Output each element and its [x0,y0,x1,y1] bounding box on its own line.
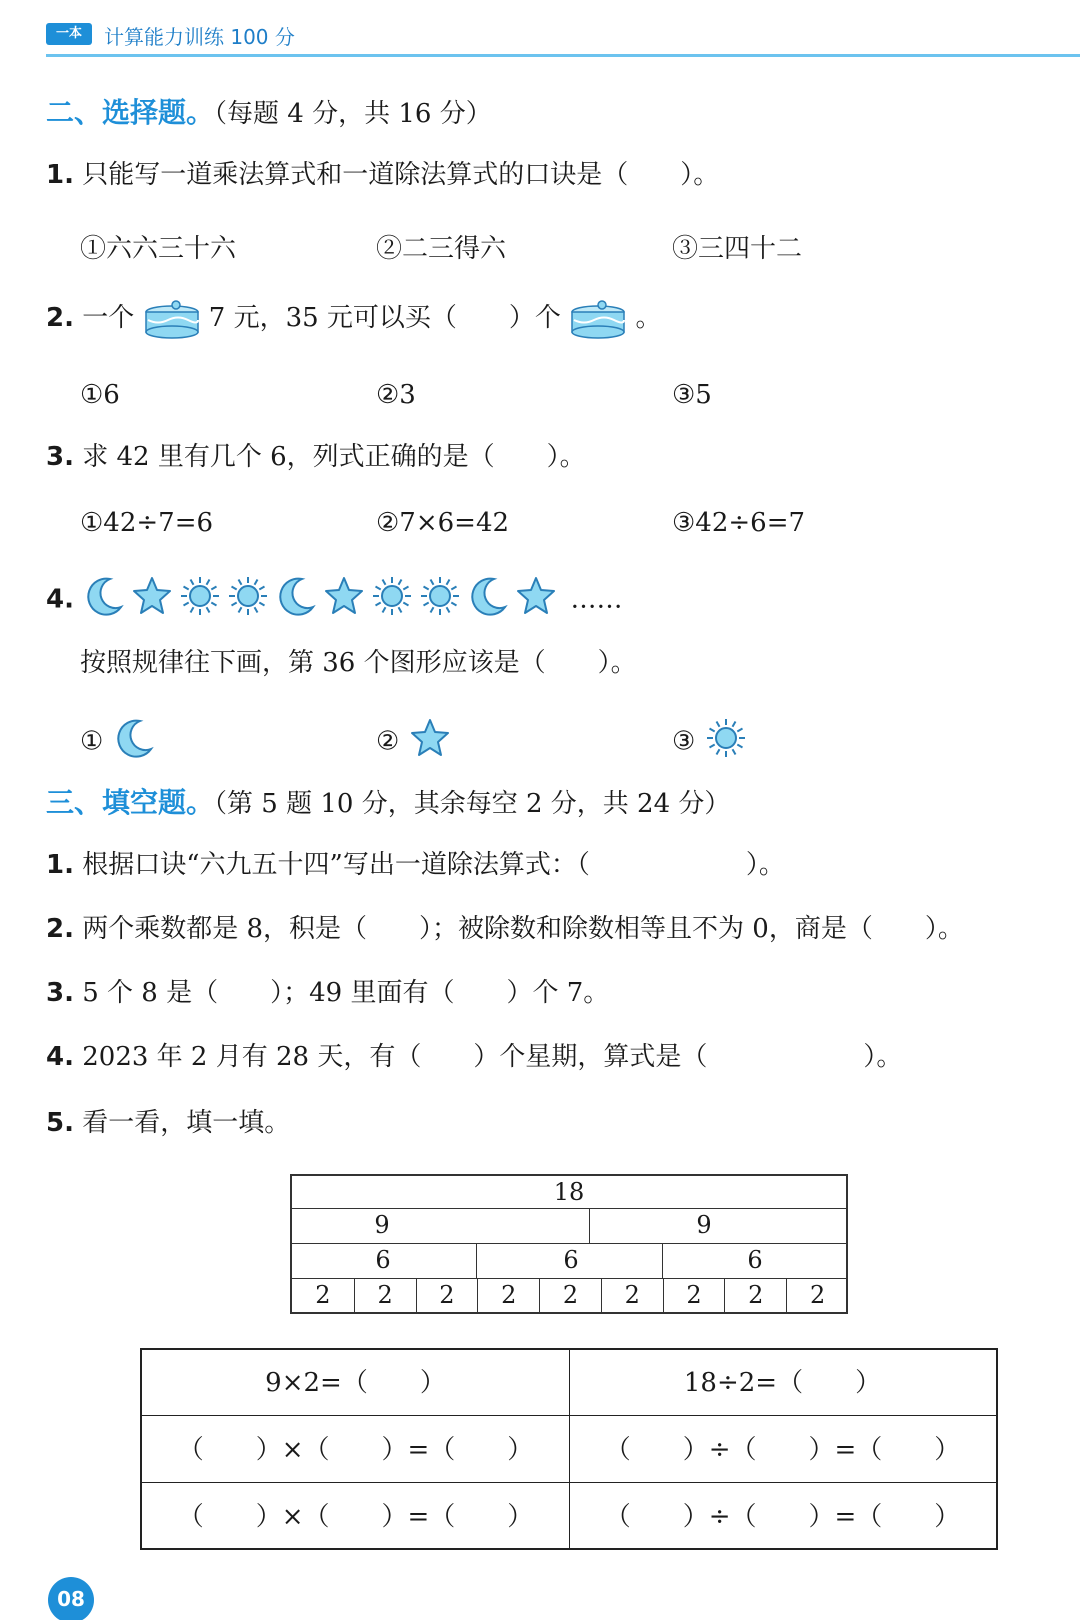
question-number: 4. [46,1042,74,1072]
question-text: 两个乘数都是 8，积是（ ）；被除数和除数相等且不为 0，商是（ ）。 [82,914,964,944]
sun-icon [370,574,414,626]
diagram-row-units [292,1279,846,1312]
question-text: 求 42 里有几个 6，列式正确的是（ ）。 [82,442,586,472]
question-number: 1. [46,160,74,190]
question-number: 2. [46,914,74,944]
diagram-unit: 2 [416,1279,478,1312]
diagram-row-halves [292,1209,846,1244]
sun-icon [704,716,748,767]
question-number: 5. [46,1108,74,1138]
answer-cell[interactable]: （ ）÷（ ）=（ ） [604,1502,961,1532]
sun-icon [226,574,270,626]
s2q2-option-2[interactable]: ②3 [376,380,416,410]
answer-table [140,1348,998,1550]
question-text-a: 一个 [82,303,135,333]
section3-note: （第 5 题 10 分，其余每空 2 分，共 24 分） [214,789,731,819]
s2q4-question-text: 按照规律往下画，第 36 个图形应该是（ ）。 [80,648,637,678]
s2q4-option-2[interactable] [376,716,452,767]
section3-heading [46,786,730,820]
s3-question-3 [46,978,609,1009]
division-diagram [290,1174,848,1314]
series-badge: 一本 [46,23,92,45]
answer-cell[interactable]: 9×2=（ ） [265,1368,446,1398]
s2q1-option-3[interactable]: ③三四十二 [672,234,803,264]
question-number: 3. [46,978,74,1008]
diagram-unit: 2 [539,1279,601,1312]
moon-icon [466,574,510,626]
diagram-half: 9 [696,1211,712,1239]
diagram-half: 9 [374,1211,390,1239]
s2-question-2 [46,298,661,340]
s3-question-1 [46,850,785,881]
sun-icon [178,574,222,626]
option-label: ③ [672,726,696,757]
s2q1-option-1[interactable]: ①六六三十六 [80,234,237,264]
option-label: ② [376,726,400,757]
section2-heading [46,96,492,130]
cake-icon [143,298,201,340]
star-icon [514,574,558,626]
answer-cell[interactable]: （ ）×（ ）=（ ） [177,1435,534,1465]
question-number: 1. [46,850,74,880]
question-text-b: 7 元，35 元可以买（ ）个 [208,303,561,333]
question-text: 根据口诀“六九五十四”写出一道除法算式：（ ）。 [82,850,785,880]
diagram-unit: 2 [601,1279,663,1312]
answer-row [142,1484,996,1550]
section2-note: （每题 4 分，共 16 分） [214,99,492,129]
section3-title: 三、填空题。 [46,786,215,819]
s2-question-4 [46,574,623,626]
section2-title: 二、选择题。 [46,96,215,129]
s3-question-5 [46,1108,290,1139]
star-icon [322,574,366,626]
diagram-row-thirds [292,1244,846,1279]
s2q4-option-1[interactable] [80,716,156,767]
diagram-unit: 2 [724,1279,786,1312]
answer-cell[interactable]: 18÷2=（ ） [683,1368,882,1398]
question-number: 3. [46,442,74,472]
diagram-unit: 2 [477,1279,539,1312]
star-icon [130,574,174,626]
diagram-unit: 2 [786,1279,848,1312]
moon-icon [112,716,156,767]
s2q3-option-1[interactable]: ①42÷7=6 [80,508,214,538]
question-number: 4. [46,584,74,615]
option-label: ① [80,726,104,757]
s2q3-option-3[interactable]: ③42÷6=7 [672,508,806,538]
s2q4-option-3[interactable] [672,716,748,767]
moon-icon [82,574,126,626]
diagram-total: 18 [553,1178,585,1206]
question-text-c: 。 [635,303,662,333]
question-text: 只能写一道乘法算式和一道除法算式的口诀是（ ）。 [82,160,720,190]
s3-question-4 [46,1042,902,1073]
star-icon [408,716,452,767]
answer-row [142,1350,996,1416]
s2-question-1 [46,160,719,191]
sun-icon [418,574,462,626]
moon-icon [274,574,318,626]
cake-icon [569,298,627,340]
diagram-row-total [292,1176,846,1209]
header-divider [46,54,1080,57]
answer-cell[interactable]: （ ）÷（ ）=（ ） [604,1435,961,1465]
pattern-ellipsis: …… [570,584,623,615]
diagram-third: 6 [747,1246,763,1274]
s2q2-option-1[interactable]: ①6 [80,380,120,410]
question-number: 2. [46,303,74,333]
s3-question-2 [46,914,964,945]
diagram-third: 6 [375,1246,391,1274]
s2-question-3 [46,442,586,473]
s2q3-option-2[interactable]: ②7×6=42 [376,508,510,538]
diagram-unit: 2 [354,1279,416,1312]
question-text: 5 个 8 是（ ）；49 里面有（ ）个 7。 [82,978,610,1008]
answer-cell[interactable]: （ ）×（ ）=（ ） [177,1502,534,1532]
page-number: 08 [48,1577,94,1620]
book-title: 计算能力训练 100 分 [104,25,295,49]
diagram-unit: 2 [663,1279,725,1312]
answer-row [142,1417,996,1483]
pattern-sequence [82,574,562,626]
s2q2-option-3[interactable]: ③5 [672,380,712,410]
diagram-unit: 2 [315,1281,331,1309]
s2q1-option-2[interactable]: ②二三得六 [376,234,507,264]
question-text: 2023 年 2 月有 28 天，有（ ）个星期，算式是（ ）。 [82,1042,903,1072]
question-text: 看一看，填一填。 [82,1108,291,1138]
diagram-third: 6 [563,1246,579,1274]
